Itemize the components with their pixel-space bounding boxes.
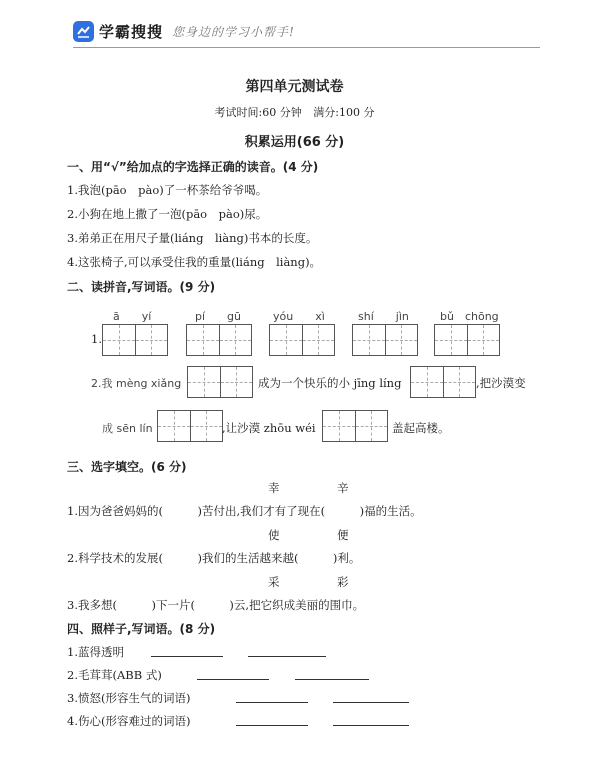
writing-grid[interactable] bbox=[186, 324, 252, 356]
q3-sentence: 3.我多想( )下一片( )云,把它织成美丽的围巾。 bbox=[67, 598, 365, 612]
answer-blank[interactable] bbox=[197, 667, 269, 680]
q2-line2-prefix: 2.我 mèng xiǎng bbox=[91, 377, 182, 390]
answer-blank[interactable] bbox=[236, 713, 308, 726]
pinyin-label: bǔ chōng bbox=[440, 310, 499, 323]
logo-icon bbox=[73, 21, 94, 42]
q4-item: 1.蓝得透明 bbox=[67, 645, 124, 659]
char-choices: 采 彩 bbox=[268, 575, 349, 589]
writing-grid[interactable] bbox=[352, 324, 418, 356]
writing-grid[interactable] bbox=[434, 324, 500, 356]
writing-grid[interactable] bbox=[102, 324, 168, 356]
writing-grid[interactable] bbox=[157, 410, 223, 442]
q2-line3-prefix: 成 sēn lín bbox=[102, 422, 153, 435]
q4-heading: 四、照样子,写词语。(8 分) bbox=[67, 622, 216, 636]
q2-line3-end: 盖起高楼。 bbox=[392, 421, 450, 435]
pinyin-label: pí gū bbox=[195, 310, 241, 323]
char-choices: 使 便 bbox=[268, 528, 349, 542]
q4-item: 4.伤心(形容难过的词语) bbox=[67, 714, 191, 728]
full-score: 满分:100 分 bbox=[313, 106, 375, 119]
q2-line2-mid: 成为一个快乐的小 jīng líng bbox=[258, 376, 402, 390]
writing-grid[interactable] bbox=[269, 324, 335, 356]
q3-heading: 三、选字填空。(6 分) bbox=[67, 460, 187, 474]
writing-grid[interactable] bbox=[187, 366, 253, 398]
pinyin-label: shí jìn bbox=[358, 310, 409, 323]
writing-grid[interactable] bbox=[322, 410, 388, 442]
page-title: 第四单元测试卷 bbox=[245, 79, 344, 95]
answer-blank[interactable] bbox=[151, 644, 223, 657]
answer-blank[interactable] bbox=[248, 644, 326, 657]
q2-number: 1. bbox=[91, 332, 102, 346]
exam-time: 考试时间:60 分钟 bbox=[214, 106, 302, 119]
q4-item: 2.毛茸茸(ABB 式) bbox=[67, 668, 162, 682]
pinyin-label: yóu xì bbox=[273, 310, 325, 323]
section-title: 积累运用(66 分) bbox=[244, 135, 345, 150]
answer-blank[interactable] bbox=[295, 667, 369, 680]
answer-blank[interactable] bbox=[333, 713, 409, 726]
answer-blank[interactable] bbox=[333, 690, 409, 703]
q2-heading: 二、读拼音,写词语。(9 分) bbox=[67, 280, 216, 294]
q1-item: 4.这张椅子,可以承受住我的重量(liáng liàng)。 bbox=[67, 255, 322, 269]
writing-grid[interactable] bbox=[410, 366, 476, 398]
char-choices: 幸 辛 bbox=[268, 481, 349, 495]
q1-item: 1.我泡(pāo pào)了一杯茶给爷爷喝。 bbox=[67, 183, 268, 197]
slogan: 您身边的学习小帮手! bbox=[172, 25, 295, 39]
q2-line2-end: ,把沙漠变 bbox=[476, 376, 526, 390]
q1-heading: 一、用“√”给加点的字选择正确的读音。(4 分) bbox=[67, 160, 319, 174]
q1-item: 3.弟弟正在用尺子量(liáng liàng)书本的长度。 bbox=[67, 231, 318, 245]
pinyin-label: ā yí bbox=[113, 310, 152, 323]
q4-item: 3.愤怒(形容生气的词语) bbox=[67, 691, 191, 705]
q3-sentence: 1.因为爸爸妈妈的( )苦付出,我们才有了现在( )福的生活。 bbox=[67, 504, 422, 518]
header-divider bbox=[73, 47, 540, 48]
answer-blank[interactable] bbox=[236, 690, 308, 703]
q2-line3-mid: ,让沙漠 zhōu wéi bbox=[222, 421, 316, 435]
q3-sentence: 2.科学技术的发展( )我们的生活越来越( )利。 bbox=[67, 551, 361, 565]
brand-name: 学霸搜搜 bbox=[99, 23, 164, 41]
q1-item: 2.小狗在地上撒了一泡(pāo pào)尿。 bbox=[67, 207, 268, 221]
exam-info bbox=[0, 104, 589, 120]
